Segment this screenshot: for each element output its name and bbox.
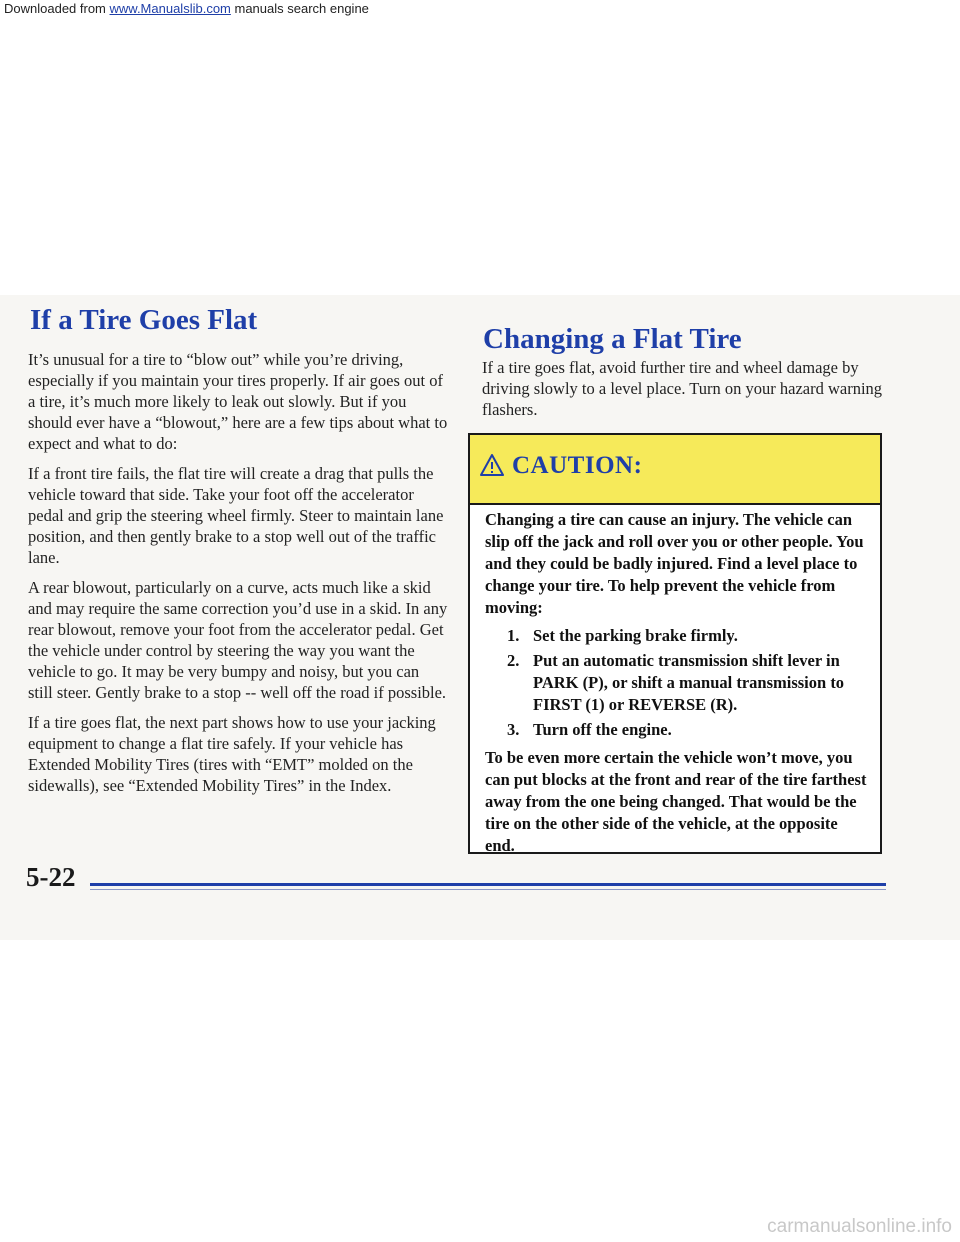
footer-rule	[90, 883, 886, 886]
caution-box	[468, 433, 882, 854]
paragraph-front-tire: If a front tire fails, the flat tire will create a drag that pulls the vehicle toward that side. Take your foot off the accelerator pedal and grip the steering wheel firmly. Steer to maintain lane position, and then gently brake to a stop well out of the traffic lane.	[28, 464, 444, 567]
right-column	[482, 357, 900, 429]
paragraph-rear-blowout: A rear blowout, particularly on a curve, acts much like a skid and may require the same correction you’d use in a skid. In any rear blowout, remove your foot from the accelerator pedal. Get the vehicle under control by steering the way you want the vehicle to go. It may be very bumpy and noisy, but you can still steer. Gently brake to a stop -- well off the road if possible.	[28, 578, 448, 702]
step-number: 2.	[507, 651, 520, 670]
caution-intro: Changing a tire can cause an injury. The vehicle can slip off the jack and roll over you or other people. You and they could be badly injured. Find a level place to change your tire. To help prevent the vehicle from moving:	[485, 510, 864, 617]
manualslib-link[interactable]: www.Manualslib.com	[109, 1, 231, 16]
caution-step	[495, 650, 870, 716]
step-number: 3.	[507, 720, 520, 739]
page-number: 5-22	[26, 862, 76, 892]
heading-changing-a-flat-tire: Changing a Flat Tire	[483, 323, 742, 355]
paragraph-jacking-equipment: If a tire goes flat, the next part shows how to use your jacking equipment to change a flat tire safely. If your vehicle has Extended Mobility Tires (tires with “EMT” molded on the sidewalls), see “Extended Mobility Tires” in the Index.	[28, 713, 436, 795]
download-banner	[0, 0, 960, 22]
step-number: 1.	[507, 626, 520, 645]
paragraph-blowout-intro: It’s unusual for a tire to “blow out” while you’re driving, especially if you maintain your tires properly. If air goes out of a tire, it’s much more likely to leak out slowly. But if you should ever have a “blowout,” here are a few tips about what to expect and what to do:	[28, 350, 448, 453]
footer-rule-thin	[90, 889, 886, 890]
caution-outro: To be even more certain the vehicle won’t move, you can put blocks at the front and rear of the tire farthest away from the one being changed. That would be the tire on the other side of the vehicle, at the opposite end.	[485, 748, 867, 855]
warning-triangle-icon	[480, 453, 504, 477]
heading-if-a-tire-goes-flat: If a Tire Goes Flat	[30, 304, 258, 336]
banner-suffix: manuals search engine	[230, 1, 369, 16]
caution-body	[485, 509, 870, 863]
step-text: Set the parking brake firmly.	[533, 626, 738, 645]
banner-prefix: Downloaded from	[4, 1, 110, 16]
caution-header	[470, 435, 880, 505]
caution-title: CAUTION:	[512, 452, 643, 479]
caution-steps	[485, 625, 870, 741]
step-text: Put an automatic transmission shift lever in PARK (P), or shift a manual transmission to FIRST (1) or REVERSE (R).	[533, 651, 845, 714]
caution-step	[495, 719, 870, 741]
step-text: Turn off the engine.	[533, 720, 672, 739]
watermark: carmanualsonline.info	[767, 1216, 952, 1237]
paragraph-changing-intro: If a tire goes flat, avoid further tire and wheel damage by driving slowly to a level place. Turn on your hazard warning flashers.	[482, 358, 883, 419]
caution-step	[495, 625, 870, 647]
left-column	[28, 349, 448, 805]
